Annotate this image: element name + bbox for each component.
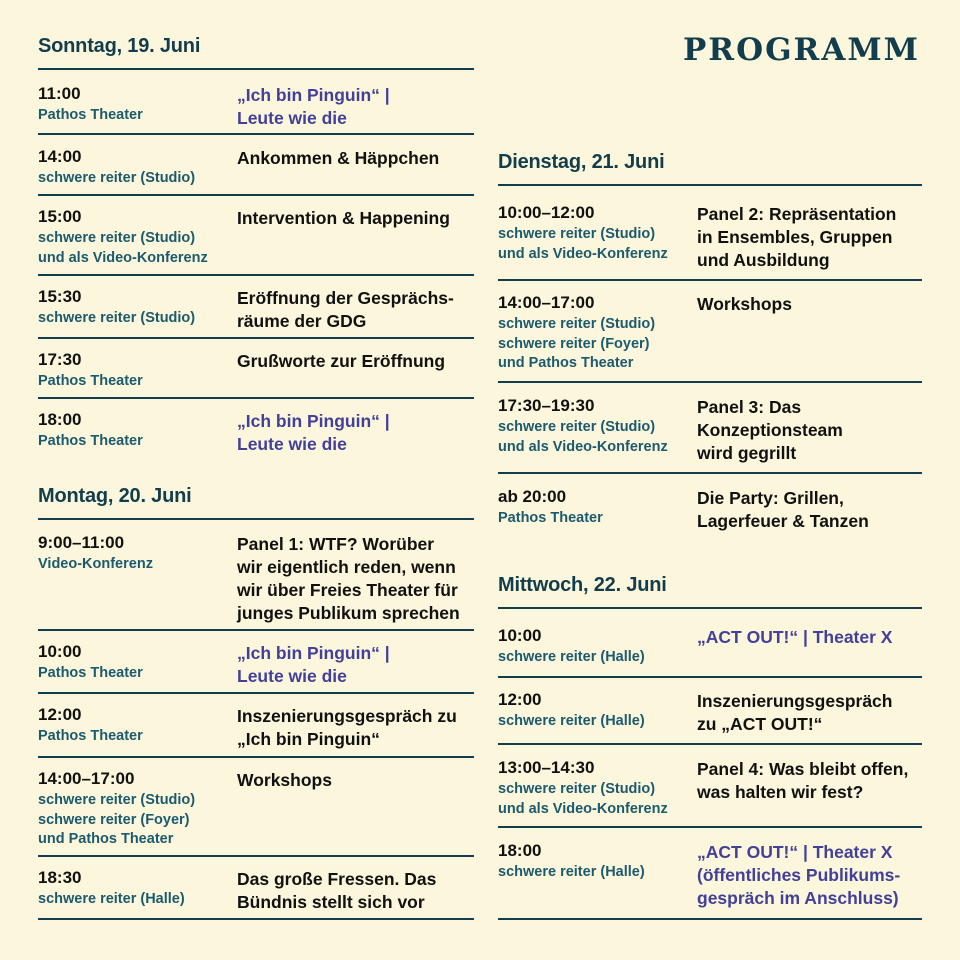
- entry-time: 12:00: [498, 690, 542, 709]
- entry-title: [697, 690, 937, 736]
- entry-location: [498, 315, 698, 374]
- entry-title-line: „Ich bin Pinguin“ |: [237, 85, 390, 105]
- entry-title-line: zu „ACT OUT!“: [697, 714, 823, 734]
- entry-location-line: und Pathos Theater: [38, 831, 174, 847]
- entry-location: [498, 863, 698, 883]
- day-heading: Montag, 20. Juni: [38, 485, 192, 507]
- divider: [498, 381, 922, 383]
- entry-title: [237, 287, 477, 333]
- entry-location-line: Pathos Theater: [38, 373, 143, 389]
- entry-time: 13:00–14:30: [498, 758, 595, 777]
- entry-location: [498, 509, 698, 529]
- entry-title-line: Inszenierungsgespräch zu: [237, 706, 457, 726]
- entry-title-line: Das große Fressen. Das: [237, 869, 437, 889]
- entry-title-line: Panel 4: Was bleibt offen,: [697, 759, 909, 779]
- entry-time: 15:00: [38, 207, 82, 226]
- entry-location: [38, 229, 238, 268]
- divider: [498, 826, 922, 828]
- entry-location: [38, 890, 238, 910]
- entry-title: [237, 350, 477, 373]
- entry-location-line: und als Video-Konferenz: [498, 438, 668, 455]
- divider: [498, 184, 922, 186]
- entry-title-line: Leute wie die: [237, 108, 347, 128]
- entry-title-line: junges Publikum sprechen: [237, 603, 460, 623]
- divider: [498, 676, 922, 678]
- entry-time: 17:30–19:30: [498, 396, 595, 415]
- divider: [38, 68, 474, 70]
- entry-time: 18:00: [38, 410, 82, 429]
- entry-location: [38, 664, 238, 684]
- entry-title: [237, 705, 477, 751]
- entry-title-line: räume der GDG: [237, 311, 367, 331]
- entry-time: 17:30: [38, 350, 82, 369]
- page-title: PROGRAMM: [683, 32, 920, 68]
- entry-title: [237, 533, 477, 625]
- entry-title: [697, 487, 937, 533]
- entry-location-line: schwere reiter (Studio): [498, 316, 656, 332]
- entry-time: 18:30: [38, 868, 82, 887]
- entry-title: [697, 396, 937, 465]
- entry-location-line: und Pathos Theater: [498, 355, 634, 371]
- divider: [38, 855, 474, 857]
- entry-title-line: „Ich bin Pinguin“: [237, 729, 380, 749]
- divider: [38, 918, 474, 920]
- entry-title-line: „ACT OUT!“ | Theater X: [697, 627, 893, 647]
- divider: [498, 472, 922, 474]
- entry-title-line: Eröffnung der Gesprächs-: [237, 288, 454, 308]
- entry-location-line: und als Video-Konferenz: [38, 249, 208, 266]
- entry-title-line: wir über Freies Theater für: [237, 580, 458, 600]
- divider: [38, 194, 474, 196]
- entry-title-line: Die Party: Grillen,: [697, 488, 844, 508]
- entry-location-line: schwere reiter (Halle): [498, 649, 645, 665]
- entry-title: [237, 769, 477, 792]
- entry-location-line: schwere reiter (Studio): [498, 781, 656, 797]
- entry-performance-title: [697, 626, 937, 649]
- entry-title-line: gespräch im Anschluss): [697, 888, 899, 908]
- divider: [38, 692, 474, 694]
- entry-location: [38, 106, 238, 126]
- entry-location-line: schwere reiter (Foyer): [498, 335, 650, 352]
- entry-location-line: Pathos Theater: [38, 728, 143, 744]
- entry-location: [498, 418, 698, 457]
- entry-time: 14:00–17:00: [498, 293, 595, 312]
- entry-time: 14:00–17:00: [38, 769, 135, 788]
- entry-location-line: Pathos Theater: [38, 433, 143, 449]
- entry-location-line: schwere reiter (Halle): [498, 864, 645, 880]
- entry-title-line: Lagerfeuer & Tanzen: [697, 511, 869, 531]
- entry-location: [38, 169, 238, 189]
- entry-location-line: und als Video-Konferenz: [498, 245, 668, 262]
- entry-time: ab 20:00: [498, 487, 567, 506]
- entry-title-line: Intervention & Happening: [237, 208, 450, 228]
- entry-location-line: schwere reiter (Halle): [498, 713, 645, 729]
- entry-location: [498, 712, 698, 732]
- entry-location-line: schwere reiter (Studio): [38, 170, 196, 186]
- day-heading: Sonntag, 19. Juni: [38, 35, 201, 57]
- entry-time: 12:00: [38, 705, 82, 724]
- entry-location-line: und als Video-Konferenz: [498, 800, 668, 817]
- divider: [38, 274, 474, 276]
- entry-location-line: Pathos Theater: [498, 510, 603, 526]
- divider: [38, 629, 474, 631]
- entry-location-line: Video-Konferenz: [38, 556, 153, 572]
- entry-title-line: Panel 3: Das: [697, 397, 802, 417]
- entry-location-line: Pathos Theater: [38, 665, 143, 681]
- divider: [38, 756, 474, 758]
- entry-time: 10:00: [38, 642, 82, 661]
- divider: [38, 133, 474, 135]
- entry-time: 9:00–11:00: [38, 533, 125, 552]
- entry-location: [38, 791, 238, 850]
- entry-title-line: Konzeptionsteam: [697, 420, 843, 440]
- entry-location: [498, 225, 698, 264]
- entry-location: [38, 555, 238, 575]
- divider: [498, 743, 922, 745]
- entry-time: 10:00: [498, 626, 542, 645]
- entry-location: [38, 372, 238, 392]
- entry-title-line: Inszenierungsgespräch: [697, 691, 893, 711]
- entry-title-line: „ACT OUT!“ | Theater X: [697, 842, 893, 862]
- entry-time: 15:30: [38, 287, 82, 306]
- entry-title-line: Panel 1: WTF? Worüber: [237, 534, 435, 554]
- entry-title-line: was halten wir fest?: [697, 782, 864, 802]
- entry-location: [38, 727, 238, 747]
- entry-title: [697, 758, 937, 804]
- entry-title: [237, 147, 477, 170]
- entry-location-line: schwere reiter (Studio): [498, 419, 656, 435]
- entry-location-line: schwere reiter (Foyer): [38, 811, 190, 828]
- entry-location: [38, 309, 238, 329]
- entry-title: [237, 207, 477, 230]
- entry-title-line: „Ich bin Pinguin“ |: [237, 643, 390, 663]
- entry-location: [498, 780, 698, 819]
- entry-title-line: wir eigentlich reden, wenn: [237, 557, 456, 577]
- entry-title-line: Bündnis stellt sich vor: [237, 892, 425, 912]
- entry-performance-title: [237, 84, 477, 130]
- entry-location-line: schwere reiter (Studio): [38, 792, 196, 808]
- entry-time: 11:00: [38, 84, 81, 103]
- entry-time: 10:00–12:00: [498, 203, 595, 222]
- entry-title: [697, 293, 937, 316]
- divider: [498, 918, 922, 920]
- day-heading: Mittwoch, 22. Juni: [498, 574, 667, 596]
- entry-title-line: Grußworte zur Eröffnung: [237, 351, 446, 371]
- divider: [498, 279, 922, 281]
- entry-title-line: Workshops: [697, 294, 792, 314]
- entry-performance-title: [237, 642, 477, 688]
- divider: [498, 607, 922, 609]
- entry-title-line: wird gegrillt: [697, 443, 797, 463]
- divider: [38, 337, 474, 339]
- entry-time: 14:00: [38, 147, 82, 166]
- entry-time: 18:00: [498, 841, 542, 860]
- entry-location-line: schwere reiter (Studio): [498, 226, 656, 242]
- entry-location-line: schwere reiter (Studio): [38, 310, 196, 326]
- divider: [38, 518, 474, 520]
- entry-performance-title: [237, 410, 477, 456]
- entry-title: [697, 203, 937, 272]
- entry-title-line: Ankommen & Häppchen: [237, 148, 440, 168]
- divider: [38, 397, 474, 399]
- entry-title-line: und Ausbildung: [697, 250, 830, 270]
- entry-location-line: Pathos Theater: [38, 107, 143, 123]
- entry-location: [498, 648, 698, 668]
- entry-performance-title: [697, 841, 937, 910]
- day-heading: Dienstag, 21. Juni: [498, 151, 665, 173]
- entry-location: [38, 432, 238, 452]
- entry-title-line: Workshops: [237, 770, 332, 790]
- entry-title-line: in Ensembles, Gruppen: [697, 227, 893, 247]
- entry-title-line: Panel 2: Repräsentation: [697, 204, 897, 224]
- entry-title-line: Leute wie die: [237, 666, 347, 686]
- entry-location-line: schwere reiter (Studio): [38, 230, 196, 246]
- entry-title-line: Leute wie die: [237, 434, 347, 454]
- entry-title-line: „Ich bin Pinguin“ |: [237, 411, 390, 431]
- entry-title-line: (öffentliches Publikums-: [697, 865, 901, 885]
- entry-location-line: schwere reiter (Halle): [38, 891, 185, 907]
- entry-title: [237, 868, 477, 914]
